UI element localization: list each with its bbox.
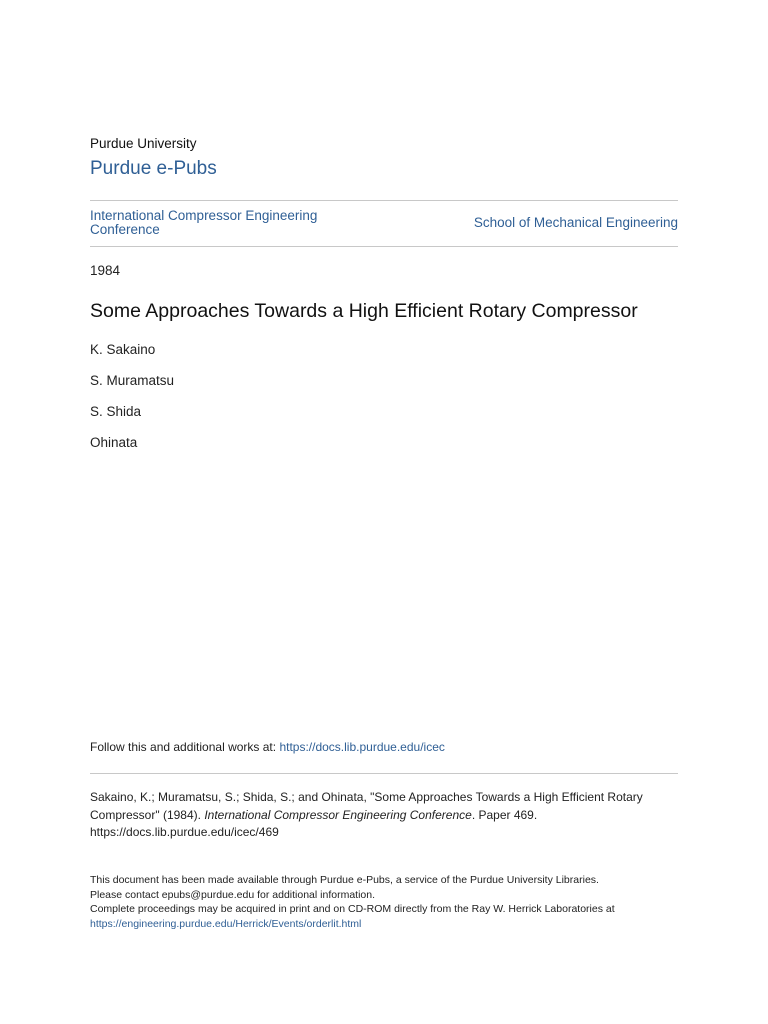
university-name: Purdue University <box>90 136 197 151</box>
author: Ohinata <box>90 435 138 450</box>
orderlit-link[interactable]: https://engineering.purdue.edu/Herrick/Events/orderlit.html <box>90 917 362 930</box>
paper-title: Some Approaches Towards a High Efficient Rotary Compressor <box>90 300 638 322</box>
notice-line: Please contact epubs@purdue.edu for additional information. <box>90 888 376 901</box>
citation-text: Sakaino, K.; Muramatsu, S.; Shida, S.; and Ohinata, "Some Approaches Towards a High Efficient Rotary Compressor" (1984). <box>90 790 643 822</box>
follow-line <box>90 740 445 754</box>
notice-line: Complete proceedings may be acquired in print and on CD-ROM directly from the Ray W. Herrick Laboratories at <box>90 903 615 915</box>
author-list <box>90 342 174 466</box>
collection-link[interactable]: https://docs.lib.purdue.edu/icec <box>279 740 445 754</box>
conference-link[interactable]: International Compressor Engineering Conference <box>90 208 318 237</box>
citation-url: https://docs.lib.purdue.edu/icec/469 <box>90 825 279 839</box>
divider-middle <box>90 246 678 247</box>
purdue-epubs-link[interactable]: Purdue e-Pubs <box>90 158 217 179</box>
publication-year: 1984 <box>90 263 121 278</box>
divider-bottom <box>90 773 678 774</box>
follow-text: Follow this and additional works at: <box>90 740 280 754</box>
citation-block <box>90 789 680 842</box>
availability-notice <box>90 873 680 931</box>
author: K. Sakaino <box>90 342 156 357</box>
school-link[interactable]: School of Mechanical Engineering <box>473 215 678 230</box>
divider-top <box>90 200 678 201</box>
author: S. Shida <box>90 404 142 419</box>
author: S. Muramatsu <box>90 373 175 388</box>
notice-line: This document has been made available through Purdue e-Pubs, a service of the Purdue University Libraries. <box>90 874 599 886</box>
citation-venue: International Compressor Engineering Conference <box>204 807 472 822</box>
citation-paper-number: . Paper 469. <box>471 807 538 822</box>
